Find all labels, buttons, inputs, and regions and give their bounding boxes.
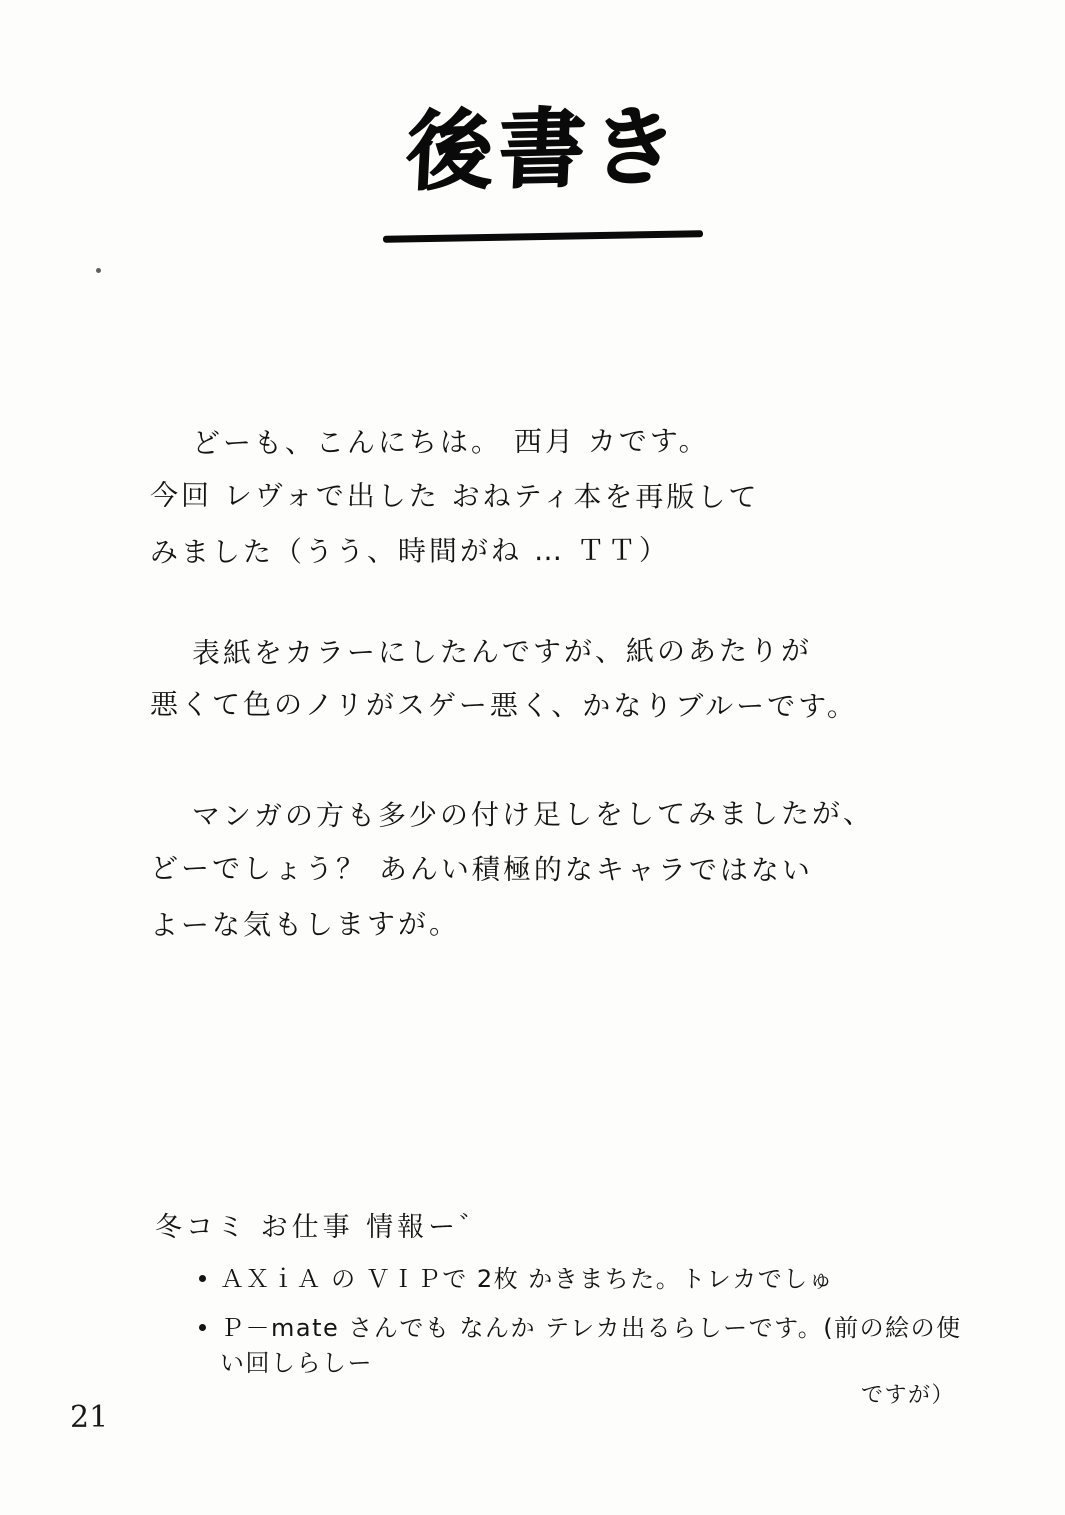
paragraph-3 (150, 788, 950, 952)
info-list-heading: 冬コミ お仕事 情報ー゛ (155, 1212, 491, 1243)
bullet-icon (199, 1275, 206, 1282)
list-item-label: ＡＸｉＡ の ＶＩＰで 2枚 かきまちた。トレカでしゅ (220, 1265, 835, 1293)
paragraph-line: 表紙をカラーにしたんですが、紙のあたりが (191, 633, 813, 670)
page-title: 後書き (404, 97, 686, 203)
paragraph-line: 今回 レヴォで出した おねティ本を再版して (149, 478, 760, 514)
ink-speck (96, 268, 101, 273)
page-title-block (375, 97, 715, 203)
info-list-block (155, 1205, 985, 1426)
paragraph-2 (150, 625, 950, 734)
list-item-tail: ですが） (860, 1383, 955, 1409)
paragraph-1 (150, 415, 950, 579)
paragraph-line: マンガの方も多少の付け足しをしてみましたが、 (191, 796, 875, 833)
paragraph-line: 悪くて色のノリがスゲー悪く、かなりブルーです。 (149, 688, 859, 724)
afterword-body (150, 415, 950, 952)
list-item-label: Ｐ－mate さんでも なんか テレカ出るらしーです。(前の絵の使い回しらしー (220, 1313, 962, 1377)
list-item (155, 1262, 985, 1297)
paragraph-line: どーでしょう？ あんい積極的なキャラではない (149, 851, 813, 887)
page-number: 21 (70, 1400, 109, 1435)
list-item (155, 1311, 985, 1412)
bullet-icon (199, 1324, 206, 1331)
paragraph-line: よーな気もしますが。 (149, 907, 461, 942)
paragraph-line: みました（うう、時間がね … ＴＴ） (149, 533, 670, 569)
title-underline (383, 230, 703, 243)
paragraph-line: どーも、こんにちは。 西月 カです。 (191, 424, 710, 460)
